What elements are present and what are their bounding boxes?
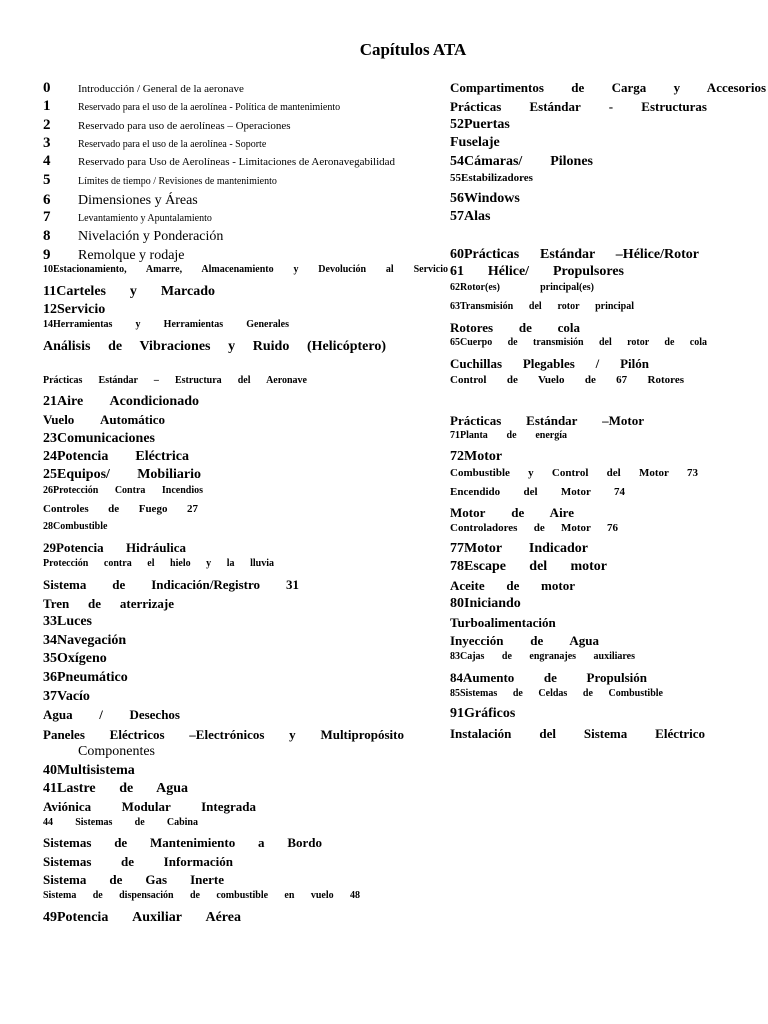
chapter-item: 78Escape del motor <box>450 559 607 574</box>
chapter-item: 36Pneumático <box>43 670 128 685</box>
chapter-item: Sistema de Indicación/Registro 31 <box>43 577 299 592</box>
chapter-item: 57Alas <box>450 209 491 224</box>
chapter-item: 4 Reservado para Uso de Aerolíneas - Limitaciones de Aeronavegabilidad <box>43 153 396 169</box>
chapter-item: Encendido del Motor 74 <box>450 486 625 498</box>
chapter-item: 1 Reservado para el uso de la aerolínea - Política de mantenimiento <box>43 98 341 114</box>
chapter-item: 3 Reservado para el uso de la aerolínea - Soporte <box>43 135 267 151</box>
chapter-item: 7 Levantamiento y Apuntalamiento <box>43 209 212 225</box>
chapter-item: Sistema de Gas Inerte <box>43 872 224 887</box>
chapter-item: 65Cuerpo de transmisión del rotor de cola <box>450 337 707 348</box>
chapter-item: 8 Nivelación y Ponderación <box>43 228 224 244</box>
chapter-item: Paneles Eléctricos –Electrónicos y Multipropósito <box>43 727 404 742</box>
chapter-item: 62Rotor(es) principal(es) <box>450 282 594 293</box>
chapter-item: Sistemas de Información <box>43 854 233 869</box>
chapter-item: 33Luces <box>43 614 92 629</box>
chapter-item: 29Potencia Hidráulica <box>43 540 186 555</box>
chapter-item: 21Aire Acondicionado <box>43 394 199 409</box>
chapter-item: 54Cámaras/ Pilones <box>450 154 593 169</box>
chapter-item: Motor de Aire <box>450 505 574 520</box>
chapter-item: Controles de Fuego 27 <box>43 503 198 515</box>
chapter-item: 0 Introducción / General de la aeronave <box>43 80 244 96</box>
chapter-item: Control de Vuelo de 67 Rotores <box>450 374 684 386</box>
chapter-item: 6 Dimensiones y Áreas <box>43 192 198 208</box>
chapter-item: 24Potencia Eléctrica <box>43 449 189 464</box>
chapter-item: Turboalimentación <box>450 615 556 630</box>
chapter-item: Vuelo Automático <box>43 412 165 427</box>
chapter-item: 2 Reservado para uso de aerolíneas – Operaciones <box>43 117 291 133</box>
chapter-item: 61 Hélice/ Propulsores <box>450 264 624 279</box>
chapter-item: 12Servicio <box>43 302 106 317</box>
chapter-item: Prácticas Estándar - Estructuras <box>450 99 707 114</box>
chapter-item: Prácticas Estándar –Motor <box>450 413 644 428</box>
chapter-item: 83Cajas de engranajes auxiliares <box>450 651 635 662</box>
chapter-item: 40Multisistema <box>43 763 135 778</box>
chapter-item: Inyección de Agua <box>450 633 599 648</box>
chapter-item: Compartimentos de Carga y Accesorios <box>450 80 766 95</box>
chapter-item: Protección contra el hielo y la lluvia <box>43 558 274 569</box>
chapter-item: Prácticas Estándar – Estructura del Aeronave <box>43 375 307 386</box>
chapter-item: 84Aumento de Propulsión <box>450 670 647 685</box>
chapter-item: 14Herramientas y Herramientas Generales <box>43 319 289 330</box>
chapter-item: 10Estacionamiento, Amarre, Almacenamiento y Devolución al Servicio <box>43 264 448 275</box>
chapter-item: 72Motor <box>450 449 503 464</box>
chapter-item: Sistema de dispensación de combustible en vuelo 48 <box>43 890 360 901</box>
chapter-item: Componentes <box>78 744 155 759</box>
chapter-item: 77Motor Indicador <box>450 541 588 556</box>
chapter-item: Cuchillas Plegables / Pilón <box>450 356 649 371</box>
chapter-item: 23Comunicaciones <box>43 431 155 446</box>
chapter-item: 52Puertas <box>450 117 510 132</box>
chapter-item: 28Combustible <box>43 521 108 532</box>
chapter-item: 56Windows <box>450 191 520 206</box>
chapter-item: Controladores de Motor 76 <box>450 522 618 534</box>
chapter-item: Instalación del Sistema Eléctrico <box>450 726 705 741</box>
chapter-item: 71Planta de energía <box>450 430 567 441</box>
chapter-item: Sistemas de Mantenimiento a Bordo <box>43 835 322 850</box>
chapter-item: 55Estabilizadores <box>450 172 533 184</box>
chapter-item: 41Lastre de Agua <box>43 781 188 796</box>
chapter-item: 44 Sistemas de Cabina <box>43 817 198 828</box>
chapter-item: Combustible y Control del Motor 73 <box>450 467 698 479</box>
chapter-item: 37Vacío <box>43 689 90 704</box>
chapter-item: Aceite de motor <box>450 578 575 593</box>
chapter-item: Tren de aterrizaje <box>43 596 174 611</box>
chapter-item: Fuselaje <box>450 135 500 150</box>
chapter-item: Agua / Desechos <box>43 707 180 722</box>
chapter-item: Aviónica Modular Integrada <box>43 799 256 814</box>
chapter-item: 5 Límites de tiempo / Revisiones de mantenimiento <box>43 172 277 188</box>
chapter-item: 26Protección Contra Incendios <box>43 485 203 496</box>
chapter-item: 49Potencia Auxiliar Aérea <box>43 910 241 925</box>
chapter-item: 34Navegación <box>43 633 127 648</box>
chapter-item: 35Oxígeno <box>43 651 107 666</box>
chapter-item: 80Iniciando <box>450 596 521 611</box>
chapter-item: Rotores de cola <box>450 320 580 335</box>
chapter-item: 63Transmisión del rotor principal <box>450 301 634 312</box>
chapter-item: Análisis de Vibraciones y Ruido (Helicóptero) <box>43 339 386 354</box>
chapter-item: 11Carteles y Marcado <box>43 284 215 299</box>
chapter-item: 9 Remolque y rodaje <box>43 247 185 263</box>
chapter-item: 85Sistemas de Celdas de Combustible <box>450 688 663 699</box>
chapter-item: 25Equipos/ Mobiliario <box>43 467 201 482</box>
chapter-item: 60Prácticas Estándar –Hélice/Rotor <box>450 247 699 262</box>
page-title: Capítulos ATA <box>359 40 467 59</box>
chapter-item: 91Gráficos <box>450 706 516 721</box>
